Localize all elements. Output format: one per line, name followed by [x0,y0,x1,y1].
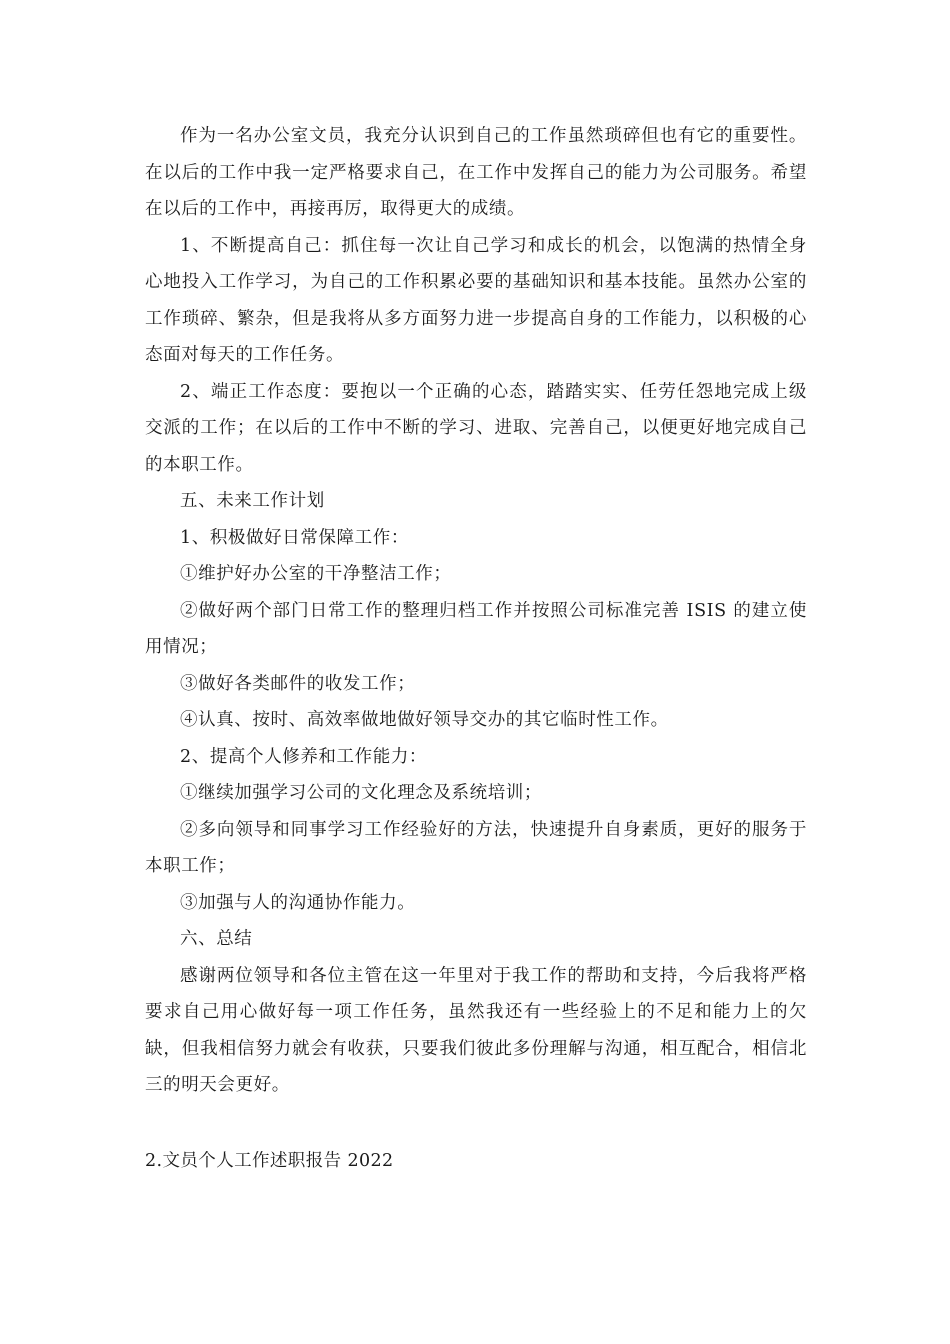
next-section-title: 2.文员个人工作述职报告 2022 [145,1151,394,1171]
sub-item: ②做好两个部门日常工作的整理归档工作并按照公司标准完善 ISIS 的建立使用情况； [145,600,807,657]
list-item-daily-support: 1、积极做好日常保障工作： [180,527,409,548]
sub-item: ①继续加强学习公司的文化理念及系统培训； [180,783,542,803]
summary-paragraph: 感谢两位领导和各位主管在这一年里对于我工作的帮助和支持，今后我将严格要求自己用心做好每一项工作任务，虽然我还有一些经验上的不足和能力上的欠缺，但我相信努力就会有收获，只要我们彼此多份理解与沟通，相互配合，相信北三的明天会更好。 [145,965,807,1095]
list-item-self-improvement: 2、提高个人修养和工作能力： [180,746,428,767]
sub-item: ③做好各类邮件的收发工作； [180,673,416,694]
body-paragraph: 作为一名办公室文员，我充分认识到自己的工作虽然琐碎但也有它的重要性。在以后的工作中我一定严格要求自己，在工作中发挥自己的能力为公司服务。希望在以后的工作中，再接再厉，取得更大的成绩。 [145,126,807,219]
section-heading-future-plan: 五、未来工作计划 [180,491,325,511]
list-item-work-attitude: 2、端正工作态度：要抱以一个正确的心态，踏踏实实、任劳任怨地完成上级交派的工作；在以后的工作中不断的学习、进取、完善自己，以便更好地完成自己的本职工作。 [145,381,807,475]
section-heading-summary: 六、总结 [180,929,253,949]
list-item-improve-self: 1、不断提高自己：抓住每一次让自己学习和成长的机会，以饱满的热情全身心地投入工作学习，为自己的工作积累必要的基础知识和基本技能。虽然办公室的工作琐碎、繁杂，但是我将从多方面努力进一步提高自身的工作能力，以积极的心态面对每天的工作任务。 [145,235,807,365]
sub-item: ②多向领导和同事学习工作经验好的方法，快速提升自身素质，更好的服务于本职工作； [145,819,807,876]
document-body [145,118,807,1104]
sub-item: ③加强与人的沟通协作能力。 [180,892,416,913]
sub-item: ①维护好办公室的干净整洁工作； [180,564,452,584]
sub-item: ④认真、按时、高效率做地做好领导交办的其它临时性工作。 [180,710,669,730]
